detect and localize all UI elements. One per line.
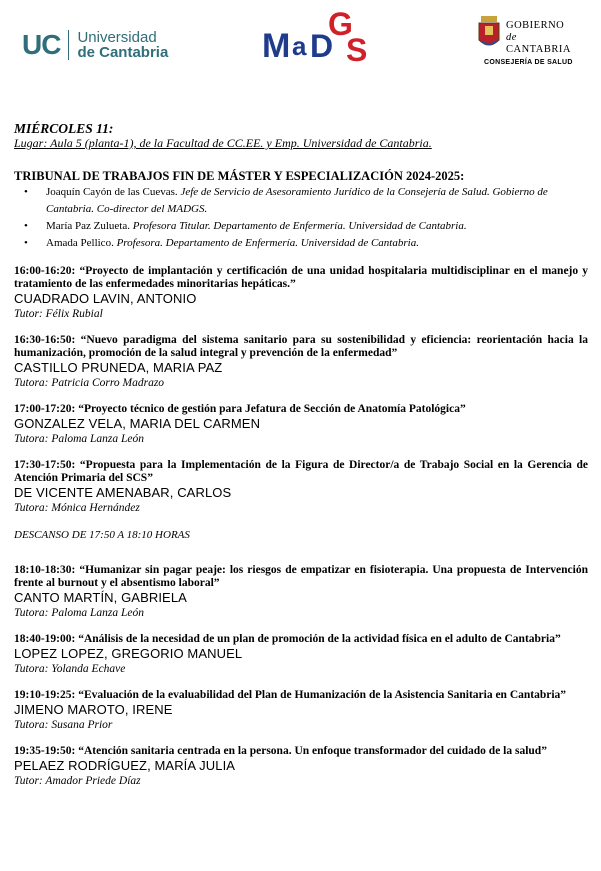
student-name: CANTO MARTÍN, GABRIELA [14,590,187,605]
tutor-name: Tutora: Patricia Corro Madrazo [14,377,165,389]
member-name: Joaquín Cayón de las Cuevas. [46,186,178,198]
talk-title: “Proyecto de implantación y certificación de una unidad hospitalaria multidisciplinar en el manejo y tratamiento de las enfermedades minoritarias hepáticas.” [14,265,588,290]
student-name: DE VICENTE AMENABAR, CARLOS [14,485,232,500]
talk-heading [14,633,588,646]
talk-entry [14,745,588,789]
uc-logo-line2: de Cantabria [77,44,169,61]
gov-line1: GOBIERNO [506,20,565,31]
list-item [46,235,588,252]
talk-entry [14,564,588,621]
schedule-content [14,121,588,801]
talk-entry [14,633,588,677]
talk-heading [14,265,588,291]
talk-entry [14,265,588,322]
talk-time: 16:30-16:50: [14,334,76,346]
madgs-letter-m: M [262,27,291,65]
venue-line: Lugar: Aula 5 (planta-1), de la Facultad de CC.EE. y Emp. Universidad de Cantabria. [14,136,432,150]
student-name: JIMENO MAROTO, IRENE [14,702,173,717]
uc-logo-line1: Universidad [77,29,157,46]
talk-title: “Nuevo paradigma del sistema sanitario para su sostenibilidad y eficiencia: reorientación hacia la humanización, promoción de la salud integral y prevención de la enfermedad” [14,334,588,359]
talk-time: 17:00-17:20: [14,403,76,415]
talk-heading [14,459,588,485]
madgs-letter-d: D [310,28,334,64]
talk-time: 19:10-19:25: [14,689,76,701]
madgs-letter-a: a [292,31,307,61]
page-header [0,0,601,80]
member-name: Amada Pellico. [46,237,114,249]
gobierno-text [506,20,571,56]
gov-line3: CANTABRIA [506,44,571,55]
talk-heading [14,689,588,702]
talk-entry [14,689,588,733]
talk-heading [14,403,588,416]
madgs-letter-s: S [346,32,368,68]
member-name: María Paz Zulueta. [46,220,130,232]
talk-title: “Atención sanitaria centrada en la persona. Un enfoque transformador del cuidado de la salud” [75,745,547,757]
tutor-name: Tutora: Paloma Lanza León [14,607,145,619]
student-name: CUADRADO LAVIN, ANTONIO [14,291,197,306]
student-name: LOPEZ LOPEZ, GREGORIO MANUEL [14,646,243,661]
talk-heading [14,745,588,758]
talk-title: “Análisis de la necesidad de un plan de promoción de la actividad física en el adulto de Cantabria” [75,633,561,645]
talk-entry [14,334,588,391]
talk-title: “Propuesta para la Implementación de la Figura de Director/a de Trabajo Social en la Gerencia de Atención Primaria del SCS” [14,459,588,484]
consejeria-salud-text: CONSEJERÍA DE SALUD [484,59,573,66]
talk-time: 18:40-19:00: [14,633,76,645]
talk-time: 18:10-18:30: [14,564,76,576]
tutor-name: Tutora: Paloma Lanza León [14,433,145,445]
madgs-letter-g: G [328,6,353,42]
madgs-logo [262,5,372,69]
break-notice: DESCANSO DE 17:50 A 18:10 HORAS [14,529,190,541]
tutor-name: Tutor: Félix Rubial [14,308,103,320]
talk-heading [14,564,588,590]
list-item [46,218,588,235]
day-heading: MIÉRCOLES 11: [14,121,114,136]
tribunal-members [14,184,588,252]
member-role: Profesora Titular. Departamento de Enfermería. Universidad de Cantabria. [130,220,467,232]
member-role: Profesora. Departamento de Enfermería. Universidad de Cantabria. [113,237,419,249]
talk-entry [14,459,588,516]
talk-title: “Evaluación de la evaluabilidad del Plan de Humanización de la Asistencia Sanitaria en Cantabria” [75,689,567,701]
talk-time: 16:00-16:20: [14,265,76,277]
member-role: Jefe de Servicio de Asesoramiento Jurídico de la Consejería de Salud. Gobierno de Cantabria. Co-director del MADGS. [46,186,548,215]
student-name: CASTILLO PRUNEDA, MARIA PAZ [14,360,223,375]
uc-logo-text [77,30,168,60]
universidad-cantabria-logo [22,28,168,62]
talk-entry [14,403,588,447]
student-name: PELAEZ RODRÍGUEZ, MARÍA JULIA [14,758,236,773]
coat-of-arms-icon [476,14,502,54]
talk-title: “Humanizar sin pagar peaje: los riesgos de empatizar en fisioterapia. Una propuesta de Intervención frente al burnout y el absentismo laboral” [14,564,588,589]
uc-logo-divider [68,30,69,60]
talk-title: “Proyecto técnico de gestión para Jefatura de Sección de Anatomía Patológica” [75,403,466,415]
talk-time: 17:30-17:50: [14,459,76,471]
gov-line2: de [506,32,517,43]
tribunal-title: TRIBUNAL DE TRABAJOS FIN DE MÁSTER Y ESPECIALIZACIÓN 2024-2025: [14,169,465,183]
gobierno-cantabria-logo [474,12,584,72]
tutor-name: Tutora: Susana Prior [14,719,113,731]
list-item [46,184,588,218]
tutor-name: Tutora: Mónica Hernández [14,502,140,514]
talk-heading [14,334,588,360]
uc-logo-mark: UC [22,29,61,60]
tutor-name: Tutor: Amador Priede Díaz [14,775,141,787]
tutor-name: Tutora: Yolanda Echave [14,663,126,675]
student-name: GONZALEZ VELA, MARIA DEL CARMEN [14,416,261,431]
talk-time: 19:35-19:50: [14,745,76,757]
